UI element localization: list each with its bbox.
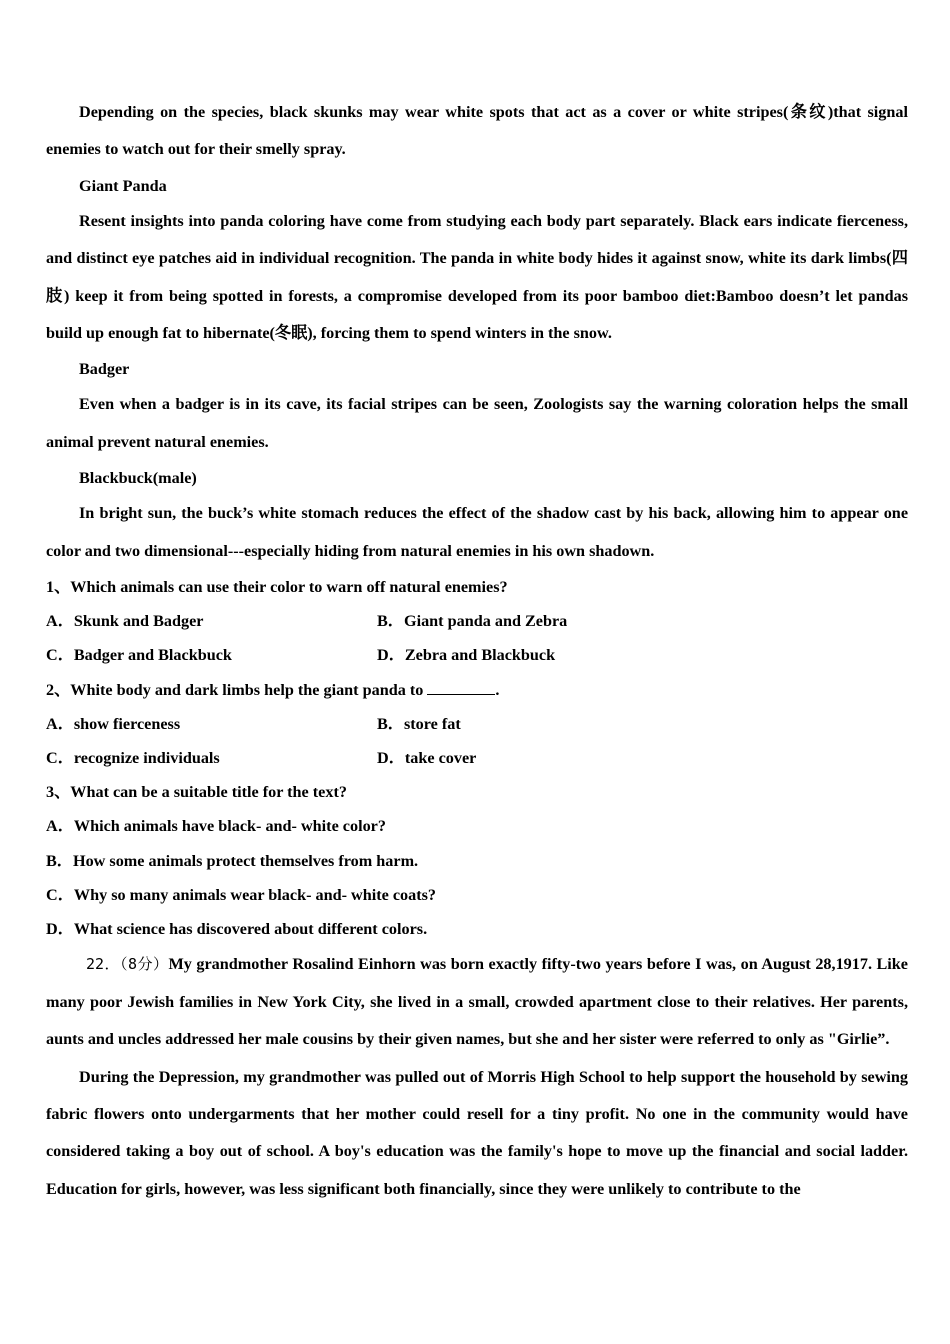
question-2-option-a[interactable]: A．show fierceness — [46, 714, 181, 733]
answer-blank — [427, 682, 495, 695]
question-1-options-row-2 — [46, 638, 908, 672]
section-22-paragraph-1 — [46, 946, 908, 1058]
question-1-option-b[interactable]: B．Giant panda and Zebra — [377, 612, 568, 631]
question-2-options-row-2 — [46, 741, 908, 775]
question-2-option-d[interactable]: D．take cover — [377, 749, 477, 768]
question-2-options-row-1 — [46, 707, 908, 741]
question-2-stem-text: 2、White body and dark limbs help the giant panda to — [46, 680, 428, 699]
question-3-option-d[interactable]: D．What science has discovered about different colors. — [46, 920, 428, 939]
question-2-stem — [46, 673, 908, 707]
document-page — [46, 94, 908, 1208]
question-1-stem: 1、Which animals can use their color to warn off natural enemies? — [46, 578, 508, 597]
skunk-paragraph: Depending on the species, black skunks may wear white spots that act as a cover or white stripes(条纹)that signal enemies to watch out for their smelly spray. — [46, 103, 908, 159]
question-3-option-c[interactable]: C．Why so many animals wear black- and- white coats? — [46, 885, 437, 904]
blackbuck-paragraph: In bright sun, the buck’s white stomach reduces the effect of the shadow cast by his back, allowing him to appear one color and two dimensional---especially hiding from natural enemies in his own shadown. — [46, 504, 908, 560]
question-2-option-b[interactable]: B．store fat — [377, 714, 461, 733]
section-22-paragraph-1-text: My grandmother Rosalind Einhorn was born exactly fifty-two years before I was, on August 28,1917. Like many poor Jewish families in New York City, she lived in a small, crowded apartment close to their relatives. Her parents, aunts and uncles addressed her male cousins by their given names, but she and her sister were referred to only as "Girlie”. — [46, 955, 908, 1049]
question-3-option-a[interactable]: A．Which animals have black- and- white color? — [46, 817, 386, 836]
question-1-option-a[interactable]: A．Skunk and Badger — [46, 612, 204, 631]
question-3-stem: 3、What can be a suitable title for the text? — [46, 783, 347, 802]
question-2-stem-end: . — [495, 680, 500, 699]
question-1-option-d[interactable]: D．Zebra and Blackbuck — [377, 646, 556, 665]
blackbuck-heading: Blackbuck(male) — [79, 469, 197, 488]
section-22-number: 22．（8分） — [86, 955, 169, 974]
question-1-option-c[interactable]: C．Badger and Blackbuck — [46, 646, 232, 665]
question-3-option-b[interactable]: B．How some animals protect themselves from harm. — [46, 851, 419, 870]
badger-heading: Badger — [79, 360, 130, 379]
panda-paragraph: Resent insights into panda coloring have come from studying each body part separately. Black ears indicate fierceness, and distinct eye patches aid in individual recognition. The panda in white body hides it against snow, white its dark limbs(四肢) keep it from being spotted in forests, a compromise developed from its poor bamboo diet:Bamboo doesn’t let pandas build up enough fat to hibernate(冬眠), forcing them to spend winters in the snow. — [46, 211, 908, 343]
question-2-option-c[interactable]: C．recognize individuals — [46, 749, 220, 768]
section-22-paragraph-2: During the Depression, my grandmother was pulled out of Morris High School to help support the household by sewing fabric flowers onto undergarments that her mother could resell for a tiny profit. No one in the community would have considered taking a boy out of school. A boy's education was the family's hope to move up the financial and social ladder. Education for girls, however, was less significant both financially, since they were unlikely to contribute to the — [46, 1067, 908, 1198]
badger-paragraph: Even when a badger is in its cave, its facial stripes can be seen, Zoologists say the warning coloration helps the small animal prevent natural enemies. — [46, 395, 908, 451]
panda-heading: Giant Panda — [79, 176, 167, 195]
question-1-options-row-1 — [46, 604, 908, 638]
